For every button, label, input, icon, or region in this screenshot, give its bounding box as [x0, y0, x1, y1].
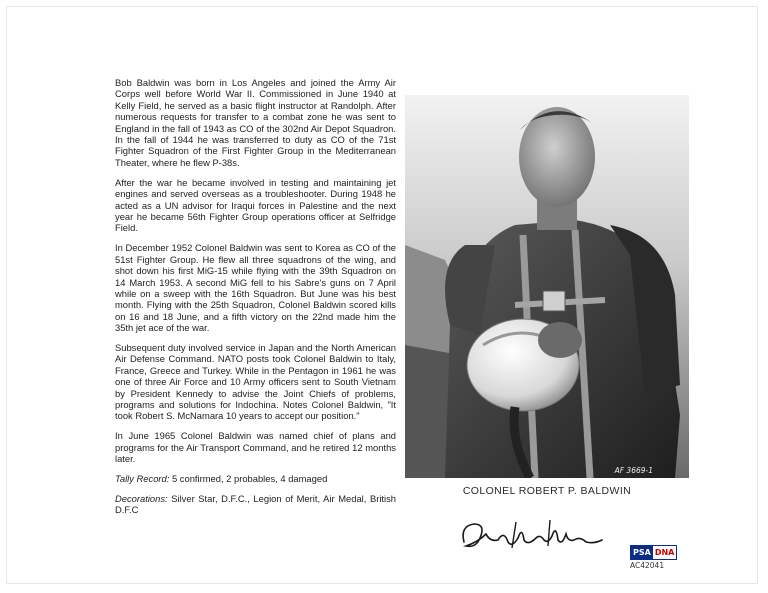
decorations: [115, 493, 396, 516]
portrait-photo: [405, 95, 689, 478]
certificate-number: AC42041: [630, 561, 665, 570]
bio-paragraph-2: After the war he became involved in testing and maintaining jet engines and served overseas as a troubleshooter. During 1948 he acted as a UN advisor for Iraqui forces in Palestine and the next year he became 56th Fighter Group operations officer at Selfridge Field.: [115, 176, 396, 234]
bio-paragraph-1: Bob Baldwin was born in Los Angeles and joined the Army Air Corps well before World War II. Commissioned in June 1940 at Kelly Field, he served as a basic flight instructor at Randolph. After numerous requests for transfer to a combat zone he was sent to England in the fall of 1943 as CO of the 302nd Air Depot Squadron. In the fall of 1944 he was transferred to duty as CO of the 71st Fighter Squadron of the First Fighter Group in the Mediterranean Theater, where he flew P-38s.: [115, 77, 396, 168]
tally-record: [115, 473, 396, 484]
tally-label: Tally Record:: [115, 473, 170, 485]
decorations-label: Decorations:: [115, 493, 168, 504]
photo-negative-number: AF 3669-1: [614, 466, 653, 475]
bio-paragraph-3: In December 1952 Colonel Baldwin was sent to Korea as CO of the 51st Fighter Group. He flew all three squadrons of the wing, and shot down his first MiG-15 while flying with the 39th Squadron on 14 March 1953. A second MiG fell to his Sabre's guns on 7 April while on a sweep with the 16th Squadron. But June was his best month. Flying with the 25th Squadron, Colonel Baldwin scored kills on 16 and 18 June, and a fifth victory on the 22nd made him the 35th jet ace of the war.: [115, 242, 396, 334]
bio-paragraph-4: Subsequent duty involved service in Japan and the North American Air Defense Command. NATO posts took Colonel Baldwin to Italy, France, Greece and Turkey. While in the Pentagon in 1961 he was one of three Air Force and 10 Army officers sent to South Vietnam by President Kennedy to advise the Joint Chiefs of problems, programs and solutions for Indochina. Notes Colonel Baldwin, "It took Robert S. McNamara 10 years to accept our position.": [115, 342, 396, 422]
autograph-signature: [452, 512, 617, 560]
tally-value: 5 confirmed, 2 probables, 4 damaged: [169, 473, 328, 485]
biography-text: [115, 77, 396, 524]
bio-paragraph-5: In June 1965 Colonel Baldwin was named chief of plans and programs for the Air Transport Command, and he retired 12 months later.: [115, 430, 396, 465]
photo-caption: COLONEL ROBERT P. BALDWIN: [462, 485, 632, 497]
psa-dna-badge: [630, 545, 677, 560]
dna-label: DNA: [654, 548, 675, 557]
psa-label: PSA: [633, 548, 651, 557]
decorations-value: Silver Star, D.F.C., Legion of Merit, Air Medal, British D.F.C: [115, 493, 396, 516]
